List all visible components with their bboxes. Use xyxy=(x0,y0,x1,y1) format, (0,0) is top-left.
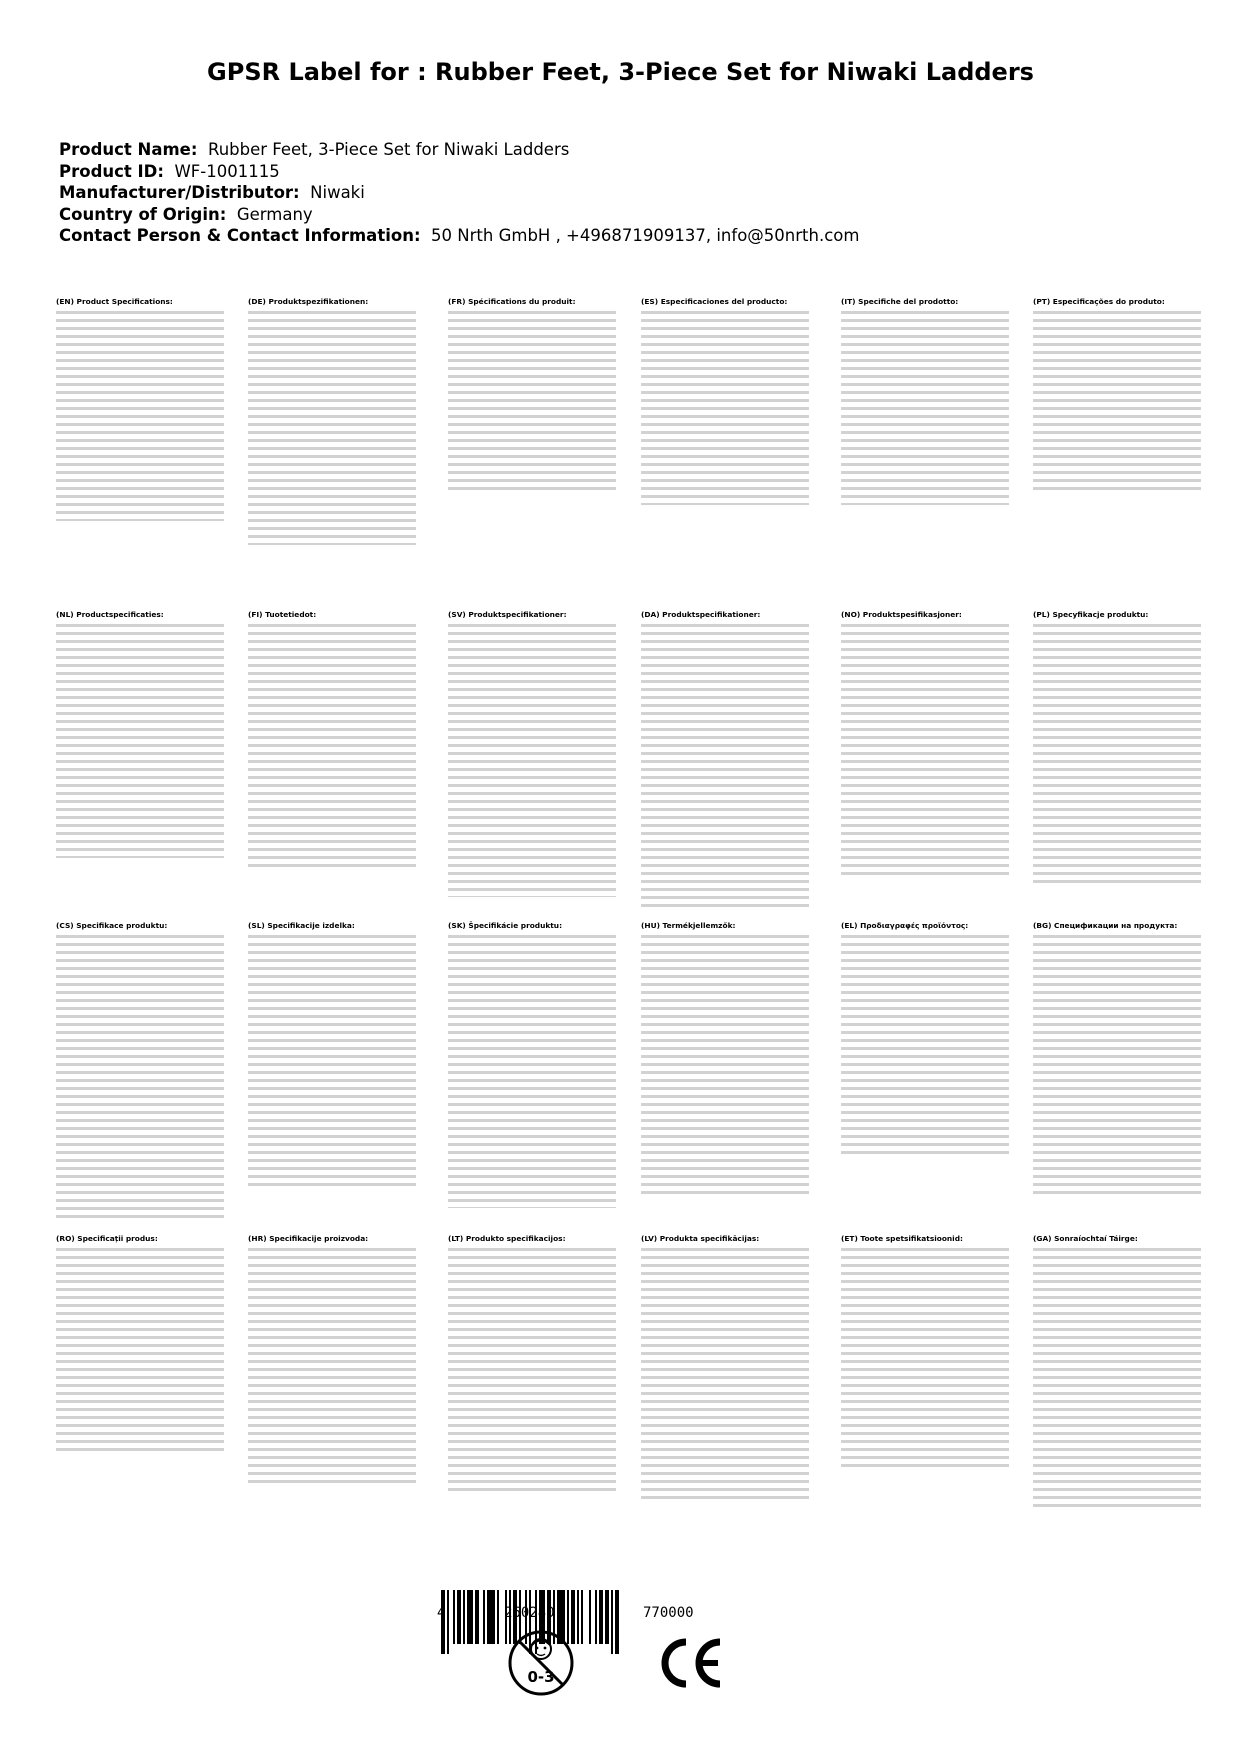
barcode-bar xyxy=(595,1590,597,1644)
spec-block-es xyxy=(641,297,809,505)
spec-block-bg xyxy=(1033,921,1201,1197)
spec-block-hu xyxy=(641,921,809,1195)
spec-block-fi xyxy=(248,610,416,870)
small-print-text xyxy=(641,933,809,1195)
info-row-product-name: Product Name: Rubber Feet, 3-Piece Set for Niwaki Ladders xyxy=(59,140,570,159)
spec-block-el xyxy=(841,921,1009,1159)
small-print-text xyxy=(1033,622,1201,884)
barcode-bar xyxy=(441,1590,445,1654)
barcode-bar xyxy=(577,1590,579,1644)
spec-block-heading: (LT) Produkto specifikacijos: xyxy=(448,1234,566,1243)
info-row-country-of-origin: Country of Origin: Germany xyxy=(59,204,313,224)
spec-block-heading: (SL) Specifikacije izdelka: xyxy=(248,921,355,930)
spec-block-nl xyxy=(56,610,224,858)
spec-block-heading: (FI) Tuotetiedot: xyxy=(248,610,317,619)
small-print-text xyxy=(641,622,809,908)
small-print-text xyxy=(56,309,224,521)
age-warning-label: 0-3 xyxy=(527,1668,555,1686)
spec-block-hr xyxy=(248,1234,416,1486)
barcode-bar xyxy=(487,1590,495,1644)
ce-mark-icon xyxy=(656,1638,726,1688)
small-print-text xyxy=(841,1246,1009,1472)
small-print-text xyxy=(448,933,616,1208)
spec-block-pl xyxy=(1033,610,1201,884)
small-print-text xyxy=(56,933,224,1223)
spec-block-it xyxy=(841,297,1009,505)
small-print-text xyxy=(56,622,224,858)
spec-block-heading: (NL) Productspecificaties: xyxy=(56,610,164,619)
small-print-text xyxy=(641,309,809,505)
small-print-text xyxy=(1033,309,1201,493)
spec-block-heading: (GA) Sonraíochtaí Táirge: xyxy=(1033,1234,1138,1243)
spec-block-ga xyxy=(1033,1234,1201,1508)
spec-block-pt xyxy=(1033,297,1201,493)
barcode-bar xyxy=(581,1590,583,1644)
barcode-bar xyxy=(599,1590,603,1644)
small-print-text xyxy=(448,309,616,491)
small-print-text xyxy=(448,1246,616,1496)
barcode-bar xyxy=(447,1590,449,1654)
spec-block-sl xyxy=(248,921,416,1191)
spec-block-heading: (HR) Specifikacije proizvoda: xyxy=(248,1234,369,1243)
spec-block-heading: (RO) Specificații produs: xyxy=(56,1234,158,1243)
barcode-bar xyxy=(467,1590,473,1644)
spec-block-heading: (PL) Specyfikacje produktu: xyxy=(1033,610,1149,619)
barcode-image xyxy=(435,1590,797,1667)
small-print-text xyxy=(841,933,1009,1159)
age-warning-icon xyxy=(505,1621,577,1705)
spec-block-heading: (DE) Produktspezifikationen: xyxy=(248,297,369,306)
spec-block-ro xyxy=(56,1234,224,1452)
spec-block-sk xyxy=(448,921,616,1208)
small-print-text xyxy=(841,309,1009,505)
small-print-text xyxy=(1033,933,1201,1197)
spec-block-no xyxy=(841,610,1009,877)
spec-block-heading: (HU) Termékjellemzők: xyxy=(641,921,736,930)
product-info xyxy=(59,139,1179,247)
barcode-left-digits: 260280 xyxy=(504,1605,555,1621)
barcode-bar xyxy=(497,1590,499,1644)
label-title: GPSR Label for : Rubber Feet, 3-Piece Set for Niwaki Ladders xyxy=(207,58,1034,86)
info-row-product-id: Product ID: WF-1001115 xyxy=(59,161,280,181)
spec-block-cs xyxy=(56,921,224,1223)
barcode-bar xyxy=(457,1590,461,1644)
spec-block-en xyxy=(56,297,224,521)
spec-block-de xyxy=(248,297,416,545)
barcode-bar xyxy=(611,1590,613,1654)
spec-block-heading: (LV) Produkta specifikācijas: xyxy=(641,1234,760,1243)
barcode-bar xyxy=(589,1590,591,1644)
small-print-text xyxy=(248,1246,416,1486)
barcode-bar xyxy=(615,1590,619,1654)
info-row-manufacturer: Manufacturer/Distributor: Niwaki xyxy=(59,183,365,202)
spec-block-heading: (BG) Спецификации на продукта: xyxy=(1033,921,1178,930)
spec-block-heading: (NO) Produktspesifikasjoner: xyxy=(841,610,962,619)
spec-block-sv xyxy=(448,610,616,897)
info-row-contact: Contact Person & Contact Information: 50 Nrth GmbH , +496871909137, info@50nrth.com xyxy=(59,226,860,245)
spec-block-heading: (FR) Spécifications du produit: xyxy=(448,297,576,306)
barcode-first-digit: 4 xyxy=(437,1605,446,1621)
language-specification-grid xyxy=(56,297,1186,1532)
barcode-bar xyxy=(605,1590,609,1644)
spec-block-heading: (EN) Product Specifications: xyxy=(56,297,173,306)
spec-block-heading: (SK) Špecifikácie produktu: xyxy=(448,921,563,930)
spec-block-fr xyxy=(448,297,616,491)
spec-block-heading: (SV) Produktspecifikationer: xyxy=(448,610,567,619)
barcode-bar xyxy=(475,1590,479,1644)
small-print-text xyxy=(248,309,416,545)
small-print-text xyxy=(641,1246,809,1501)
barcode-right-digits: 770000 xyxy=(643,1605,694,1621)
spec-block-heading: (IT) Specifiche del prodotto: xyxy=(841,297,959,306)
small-print-text xyxy=(56,1246,224,1452)
small-print-text xyxy=(1033,1246,1201,1508)
spec-block-heading: (ET) Toote spetsifikatsioonid: xyxy=(841,1234,963,1243)
barcode-bar xyxy=(483,1590,485,1644)
spec-block-heading: (CS) Specifikace produktu: xyxy=(56,921,168,930)
spec-block-heading: (DA) Produktspecifikationer: xyxy=(641,610,761,619)
barcode-bar xyxy=(453,1590,455,1644)
spec-block-heading: (PT) Especificações do produto: xyxy=(1033,297,1165,306)
spec-block-et xyxy=(841,1234,1009,1472)
small-print-text xyxy=(248,933,416,1191)
spec-block-da xyxy=(641,610,809,908)
small-print-text xyxy=(448,622,616,897)
spec-block-heading: (EL) Προδιαγραφές προϊόντος: xyxy=(841,921,969,930)
spec-block-lt xyxy=(448,1234,616,1496)
spec-block-heading: (ES) Especificaciones del producto: xyxy=(641,297,788,306)
barcode-bar xyxy=(463,1590,465,1644)
small-print-text xyxy=(248,622,416,870)
small-print-text xyxy=(841,622,1009,877)
spec-block-lv xyxy=(641,1234,809,1501)
